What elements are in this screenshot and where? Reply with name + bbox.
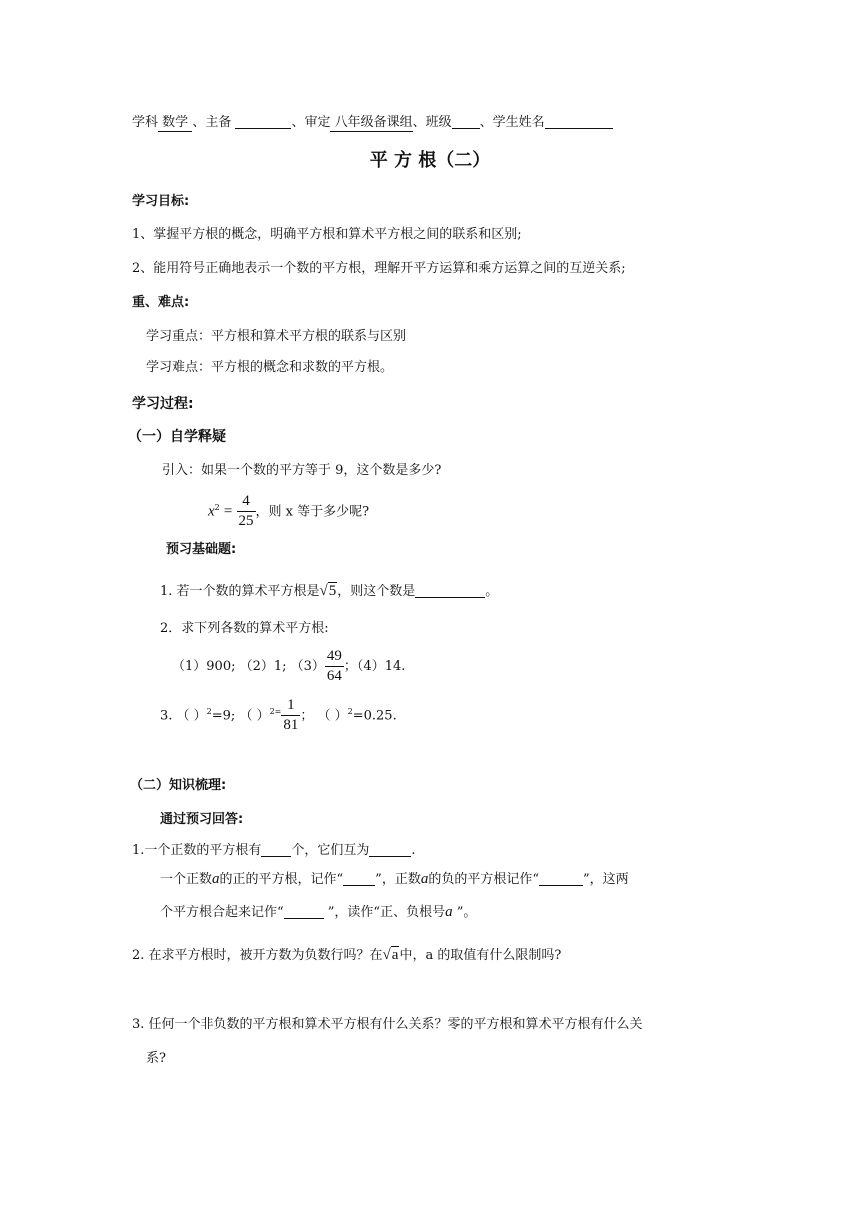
- student-name-blank: [545, 114, 613, 129]
- rq2-b: 中，a 的取值有什么限制吗?: [399, 948, 562, 963]
- fraction-1-81: $\frac{1}{81}$: [283, 697, 299, 734]
- q1-end: 。: [485, 584, 499, 599]
- part1-heading: （一）自学释疑: [128, 429, 226, 445]
- goal-item-2: 2、能用符号正确地表示一个数的平方根，理解开平方运算和乘方运算之间的互逆关系;: [132, 261, 626, 276]
- rq1-l3-c: ”。: [452, 905, 477, 920]
- negative-root-blank: [539, 871, 583, 886]
- focus-point: 学习重点：平方根和算术平方根的联系与区别: [146, 329, 407, 344]
- rq1-l3-b: ”，读作“正、负根号: [323, 905, 446, 920]
- rq1-count-blank: [261, 842, 291, 857]
- basic-question-3: [160, 691, 397, 737]
- q3-a: 3. （ ）: [160, 708, 207, 724]
- positive-root-blank: [343, 871, 375, 886]
- review-question-2: [132, 944, 561, 967]
- both-roots-blank: [284, 904, 324, 919]
- part2-subheading: 通过预习回答:: [160, 812, 244, 827]
- fraction-numerator: 4: [237, 492, 256, 512]
- equation-exponent: 2: [214, 503, 220, 512]
- difficulty-point: 学习难点：平方根的概念和求数的平方根。: [146, 360, 394, 375]
- sqrt-a: √a: [382, 947, 399, 963]
- q3-a-tail: =9; （ ）: [211, 708, 270, 724]
- fraction-4-25: [237, 492, 256, 531]
- review-question-1-line2: [160, 870, 629, 889]
- lead-teacher-blank: [235, 114, 291, 129]
- rq1-end: .: [411, 843, 416, 858]
- equation-equals: =: [223, 503, 233, 520]
- q1-answer-blank: [415, 583, 485, 598]
- q3-b-tail: ； （ ）: [300, 708, 348, 724]
- rq1-l2-e: ”，这两: [582, 872, 629, 887]
- key-points-heading: 重、难点:: [132, 295, 190, 310]
- reviewer-value: 八年级备课组: [330, 115, 412, 132]
- q2-items-b: ；（4）14.: [343, 659, 406, 674]
- equation-tail: ，则 x 等于多少呢?: [255, 504, 370, 520]
- q3-c-exp: 2: [347, 707, 353, 716]
- rq1-b: 个，它们互为: [291, 843, 370, 858]
- q2-items-a: （1）900; （2）1; （3）: [172, 659, 325, 674]
- q1-text: 1. 若一个数的算术平方根是: [160, 584, 320, 599]
- rq1-l2-a: 一个正数: [160, 872, 213, 887]
- header-sep-class: 、班级: [412, 115, 452, 130]
- goal-item-1: 1、掌握平方根的概念，明确平方根和算术平方根之间的联系和区别;: [132, 227, 522, 242]
- var-a: a: [420, 871, 429, 887]
- review-question-3: 3. 任何一个非负数的平方根和算术平方根有什么关系？零的平方根和算术平方根有什么关: [132, 1017, 643, 1032]
- q3-a-exp: 2: [206, 707, 212, 716]
- header-line: [132, 114, 613, 132]
- fraction-denominator: 25: [238, 513, 254, 530]
- review-question-3-line2: 系?: [146, 1051, 166, 1066]
- basic-question-2-items: [172, 646, 405, 688]
- header-sep-lead: 、主备: [192, 115, 232, 130]
- equation-line: [208, 489, 369, 531]
- var-a: a: [445, 904, 453, 920]
- rq1-l2-b: 的正的平方根，记作“: [219, 872, 344, 887]
- q3-b-exp: 2: [269, 707, 275, 716]
- part2-heading: （二）知识梳理:: [130, 778, 227, 793]
- rq1-a: 1.一个正数的平方根有: [132, 843, 262, 858]
- rq1-relation-blank: [369, 842, 411, 857]
- process-heading: 学习过程:: [132, 396, 194, 412]
- page-title: 平 方 根（二）: [369, 150, 491, 171]
- basics-heading: 预习基础题:: [166, 542, 237, 557]
- header-sep-review: 、审定: [291, 115, 331, 130]
- var-a: a: [212, 871, 220, 887]
- header-sep-student: 、学生姓名: [479, 115, 545, 130]
- equation-variable: x: [208, 503, 215, 520]
- q3-c-tail: =0.25.: [352, 708, 397, 724]
- sqrt-5: √5: [319, 583, 337, 599]
- rq1-l3-a: 个平方根合起来记作“: [160, 905, 284, 920]
- subject-label: 学科: [132, 115, 159, 130]
- intro-question: 引入：如果一个数的平方等于 9，这个数是多少?: [162, 463, 442, 478]
- review-question-1: [132, 842, 416, 860]
- class-blank: [452, 114, 480, 129]
- rq2-a: 2. 在求平方根时，被开方数为负数行吗？在: [132, 948, 383, 963]
- review-question-1-line3: [160, 903, 476, 922]
- rq1-l2-d: 的负的平方根记作“: [428, 872, 539, 887]
- subject-value: 数学: [158, 115, 192, 132]
- q1-post: ，则这个数是: [337, 584, 416, 599]
- basic-question-2: 2．求下列各数的算术平方根:: [160, 621, 329, 636]
- goals-heading: 学习目标:: [132, 194, 190, 209]
- basic-question-1: [160, 580, 498, 603]
- rq1-l2-c: ”，正数: [375, 872, 421, 887]
- q3-b-eq: =: [274, 707, 282, 716]
- fraction-49-64: $\frac{49}{64}$: [326, 648, 342, 684]
